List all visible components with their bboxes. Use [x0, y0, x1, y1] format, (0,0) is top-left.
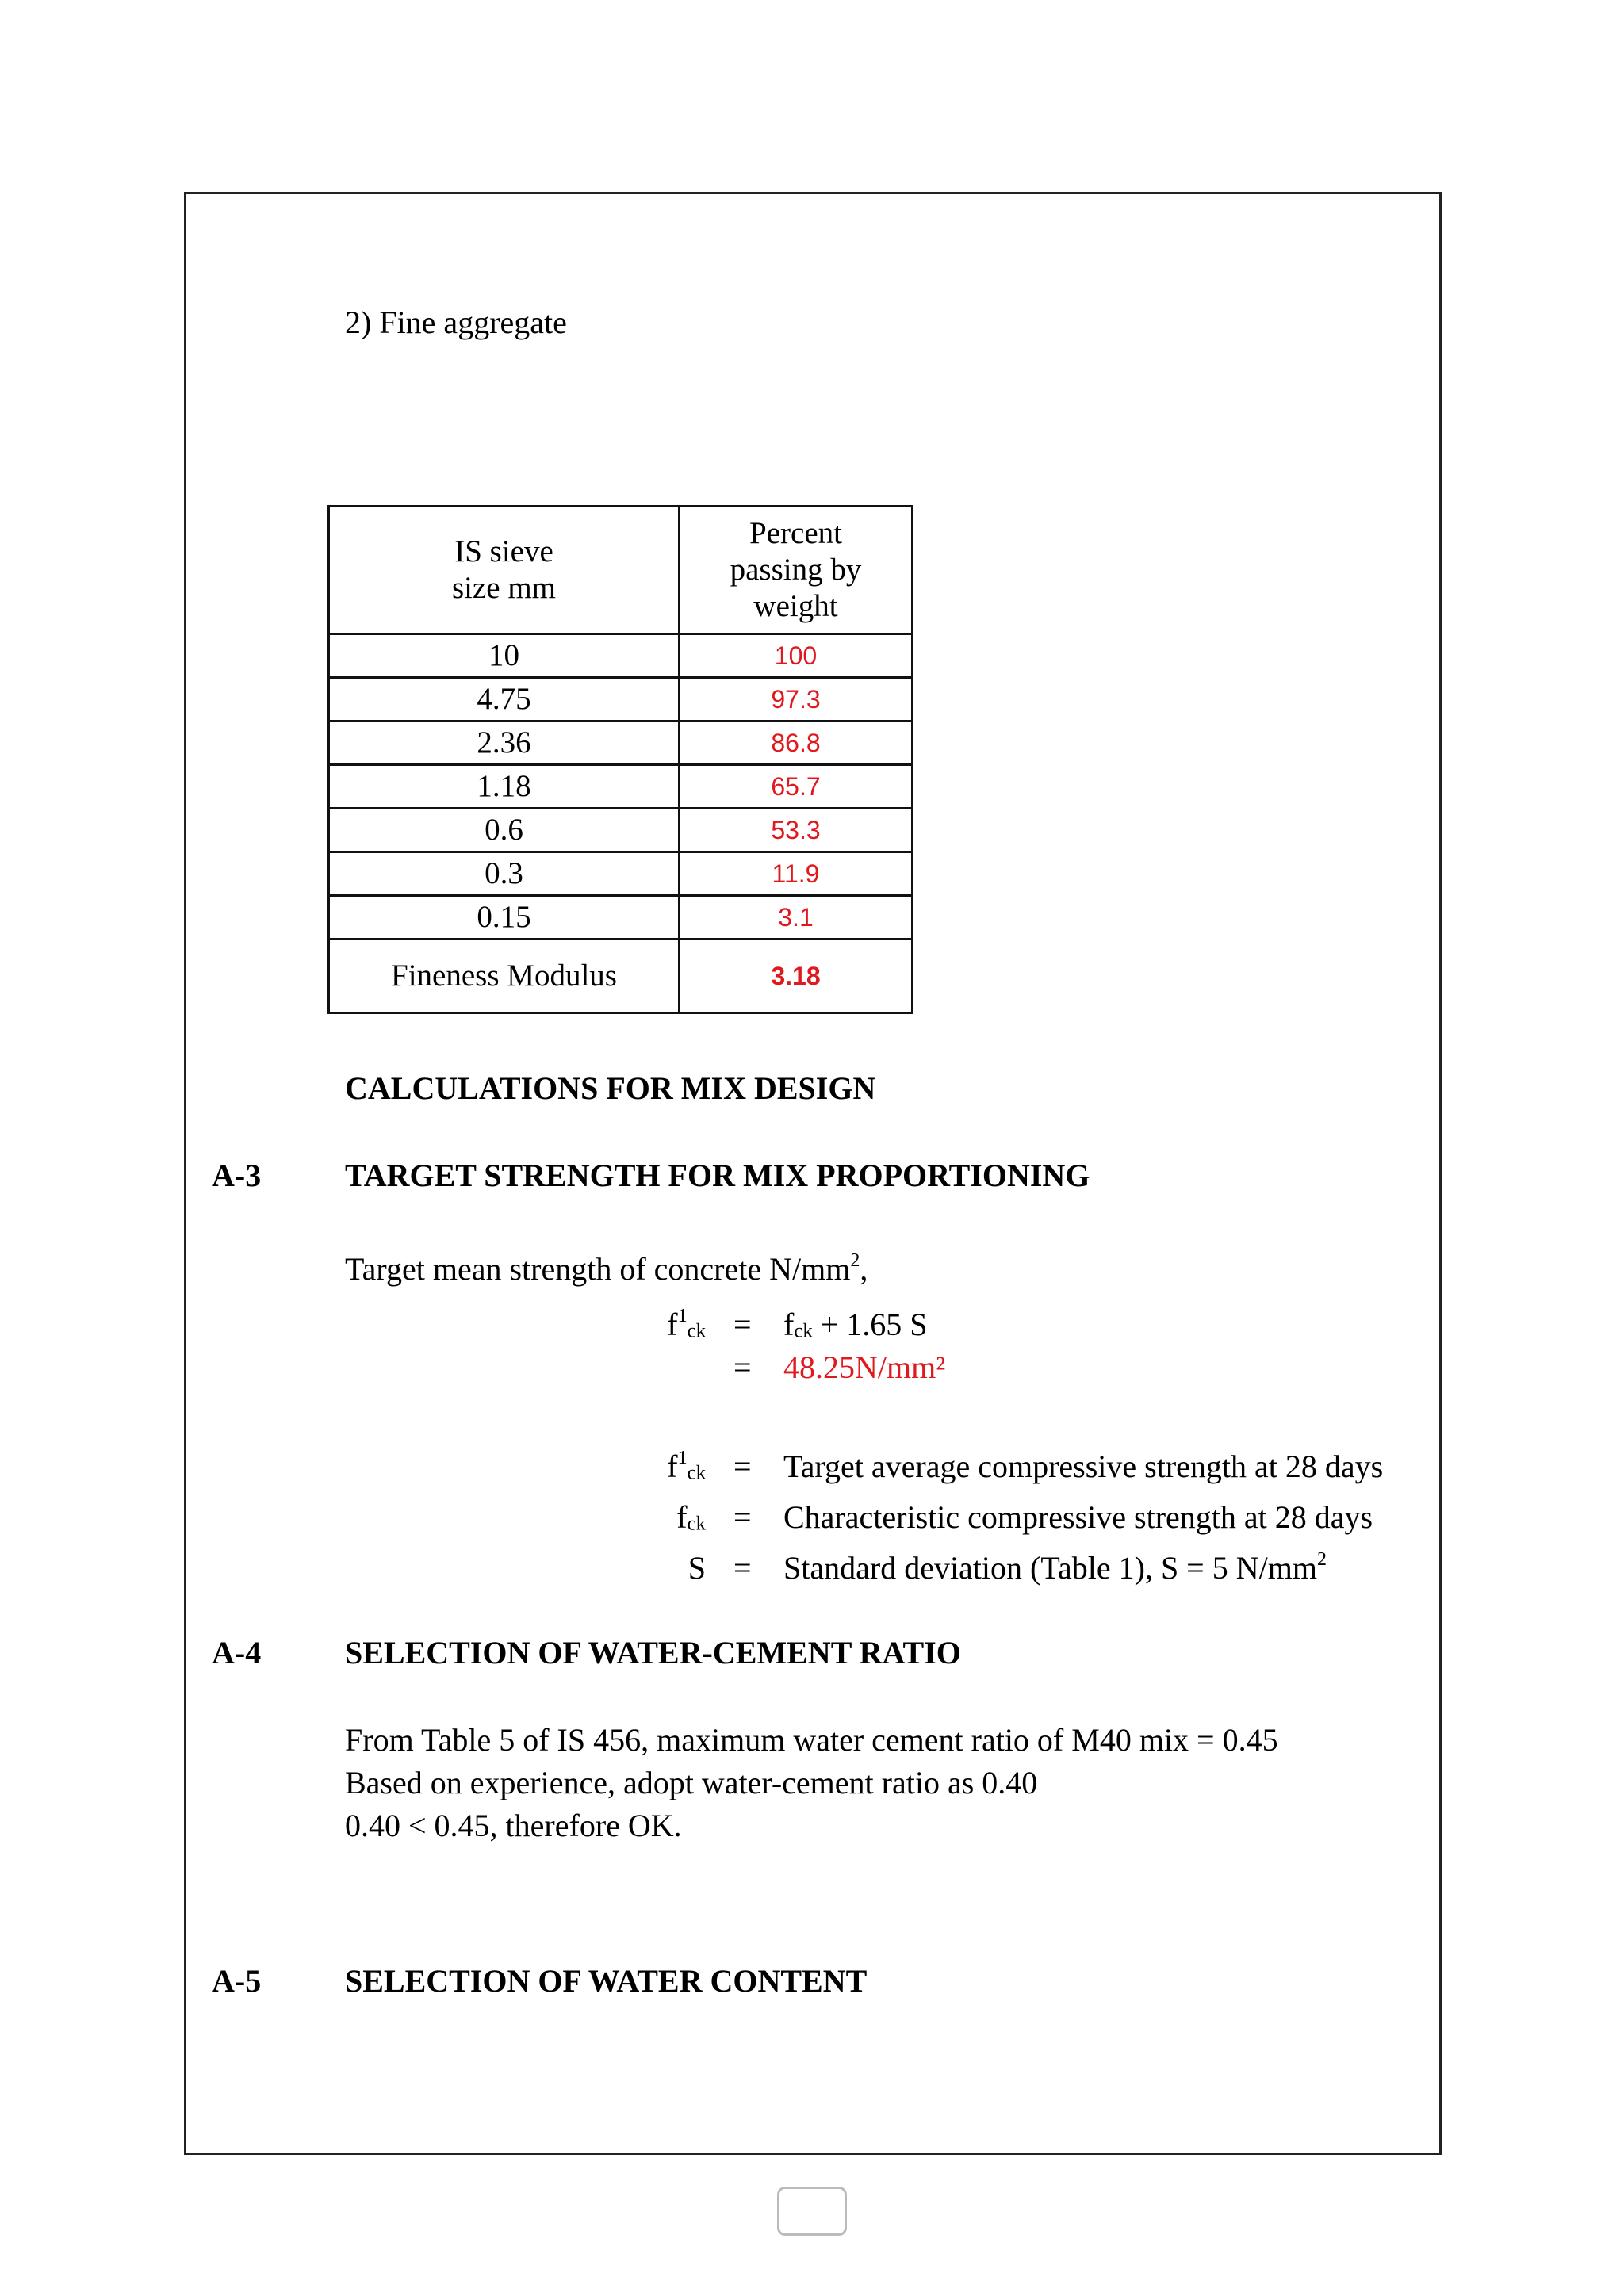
sieve-size-cell: 1.18: [329, 765, 680, 809]
table-row: [329, 809, 913, 852]
a3-title: TARGET STRENGTH FOR MIX PROPORTIONING: [345, 1158, 1090, 1193]
percent-cell: 65.7: [680, 765, 913, 809]
a3-number: A-3: [212, 1158, 262, 1193]
table-row: [329, 678, 913, 721]
sieve-size-cell: 10: [329, 634, 680, 678]
calculations-heading: CALCULATIONS FOR MIX DESIGN: [345, 1070, 876, 1106]
eq2-equals: =: [733, 1349, 752, 1385]
table-row: [329, 896, 913, 939]
sieve-size-cell: 0.3: [329, 852, 680, 896]
page-number-box: [777, 2187, 847, 2236]
def-equals: =: [733, 1448, 752, 1484]
a4-number: A-4: [212, 1635, 262, 1670]
table-row: [329, 852, 913, 896]
a4-line-1: From Table 5 of IS 456, maximum water cement ratio of M40 mix = 0.45: [345, 1722, 1278, 1758]
sieve-size-cell: 2.36: [329, 721, 680, 765]
percent-cell: 11.9: [680, 852, 913, 896]
def-lhs-fck: $f_{ck}$: [676, 1499, 706, 1535]
eq1-lhs: $f^1_{ck}$: [667, 1306, 706, 1342]
percent-cell: 53.3: [680, 809, 913, 852]
def-lhs-s: S: [688, 1550, 706, 1586]
percent-cell: 100: [680, 634, 913, 678]
a4-line-3: 0.40 < 0.45, therefore OK.: [345, 1808, 682, 1843]
def-equals: =: [733, 1499, 752, 1535]
header-percent-passing: Percent passing by weight: [680, 507, 913, 634]
def-rhs-standard-deviation: Standard deviation (Table 1), S = 5 $N/mm^2$: [783, 1549, 1327, 1586]
table-row: [329, 765, 913, 809]
table-row: [329, 634, 913, 678]
header-sieve-size: IS sieve size mm: [329, 507, 680, 634]
fineness-modulus-label: Fineness Modulus: [329, 939, 680, 1013]
target-strength-result: 48.25N/mm²: [783, 1349, 946, 1385]
a4-title: SELECTION OF WATER-CEMENT RATIO: [345, 1635, 961, 1670]
def-equals: =: [733, 1550, 752, 1586]
sieve-size-cell: 4.75: [329, 678, 680, 721]
def-rhs-characteristic: Characteristic compressive strength at 28 days: [783, 1499, 1373, 1535]
table-header-row: [329, 507, 913, 634]
fineness-modulus-value: 3.18: [680, 939, 913, 1013]
a5-number: A-5: [212, 1963, 262, 1999]
def-rhs-target-average: Target average compressive strength at 28 days: [783, 1448, 1384, 1484]
target-mean-strength-text: Target mean strength of concrete $N/mm^2$,: [345, 1250, 868, 1287]
eq1-rhs: $f_{ck} + 1.65$ S: [783, 1307, 928, 1342]
a5-title: SELECTION OF WATER CONTENT: [345, 1963, 868, 1999]
section-fine-aggregate: 2) Fine aggregate: [345, 304, 567, 340]
table-row: [329, 721, 913, 765]
percent-cell: 86.8: [680, 721, 913, 765]
percent-cell: 97.3: [680, 678, 913, 721]
fineness-modulus-row: [329, 939, 913, 1013]
sieve-analysis-table: [327, 505, 914, 1014]
eq1-equals: =: [733, 1307, 752, 1342]
sieve-size-cell: 0.15: [329, 896, 680, 939]
def-lhs-fck1: $f^1_{ck}$: [667, 1448, 706, 1484]
percent-cell: 3.1: [680, 896, 913, 939]
a4-line-2: Based on experience, adopt water-cement ratio as 0.40: [345, 1765, 1038, 1800]
sieve-size-cell: 0.6: [329, 809, 680, 852]
